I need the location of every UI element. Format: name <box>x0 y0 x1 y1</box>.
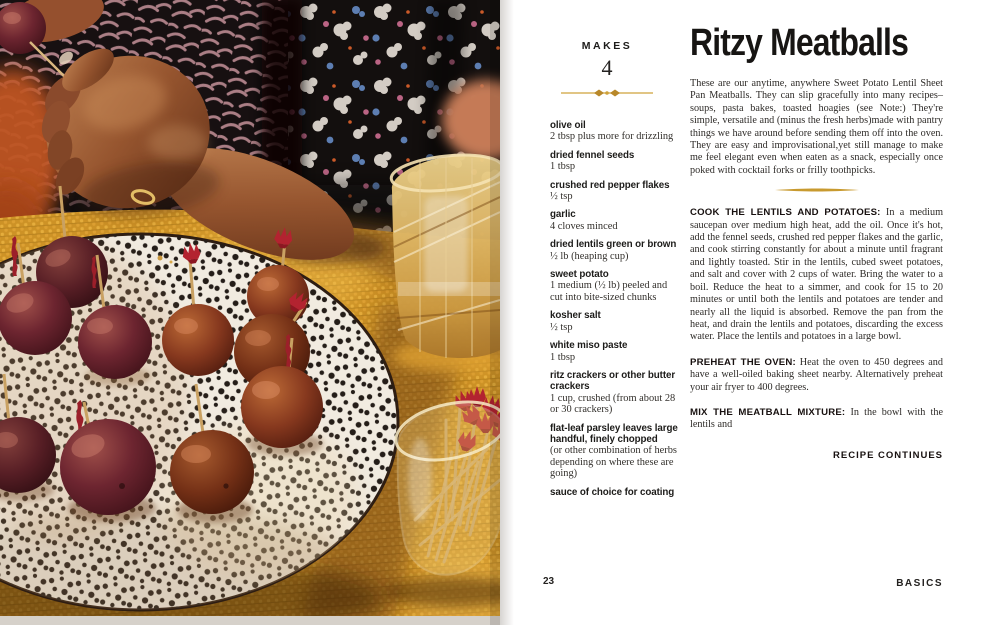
ingredient-item <box>550 269 682 303</box>
ingredient-amount: 4 cloves minced <box>550 220 618 232</box>
ingredient-item <box>550 150 682 173</box>
ingredient-amount: ½ lb (heaping cup) <box>550 250 629 262</box>
ornament-divider <box>561 87 653 99</box>
ingredient-item <box>550 340 682 363</box>
ingredient-amount: ½ tsp <box>550 191 573 203</box>
ingredient-amount: 1 tbsp <box>550 161 576 173</box>
step-heading: MIX THE MEATBALL MIXTURE: <box>690 406 846 418</box>
ingredient-amount: 1 cup, crushed (from about 28 or 30 crackers) <box>550 392 676 416</box>
ingredient-item <box>550 487 682 498</box>
step-heading: COOK THE LENTILS AND POTATOES: <box>690 207 881 219</box>
ingredient-name: olive oil <box>550 120 586 131</box>
ingredient-name: dried fennel seeds <box>550 149 635 161</box>
section-label: BASICS <box>896 578 943 589</box>
ingredient-name: dried lentils green or brown <box>550 239 677 251</box>
ingredient-amount: 2 tbsp plus more for drizzling <box>550 131 674 143</box>
step-paragraph <box>690 357 943 394</box>
makes-label: MAKES <box>581 40 633 52</box>
recipe-continues-label: RECIPE CONTINUES <box>833 449 943 461</box>
recipe-page <box>500 0 1000 625</box>
ingredient-name: crushed red pepper flakes <box>550 179 670 191</box>
recipe-main-column <box>690 24 943 461</box>
ingredient-name: sauce of choice for coating <box>550 486 675 498</box>
ingredient-item <box>550 209 682 232</box>
ingredient-item <box>550 423 682 480</box>
ingredient-amount: 1 tbsp <box>550 351 576 363</box>
recipe-intro: These are our anytime, anywhere Sweet Potato Lentil Sheet Pan Meatballs. They can slip gracefully into many recipes– soups, pasta bakes, toasted hoagies (see Note:) They're simple, versatile and (minus the fresh herbs)made with pantry things we have around before sending them off into the oven. They are easy and improvisational,yet still manage to make me feel elegant even when eaten as a snack, especially once poked with cocktail forks or frilly toothpicks. <box>690 78 943 176</box>
step-paragraph <box>690 407 943 432</box>
ingredient-name: flat-leaf parsley leaves large handful, finely chopped <box>550 422 678 445</box>
ingredient-item <box>550 120 682 143</box>
gutter-shade <box>490 0 500 625</box>
ingredient-name: ritz crackers or other butter crackers <box>550 369 676 393</box>
ingredient-name: white miso paste <box>550 340 628 352</box>
page-number: 23 <box>543 576 555 587</box>
ingredient-item <box>550 239 682 262</box>
makes-block <box>550 40 664 104</box>
ingredient-item <box>550 310 682 333</box>
ingredient-column <box>550 40 682 505</box>
step-paragraph <box>690 207 943 343</box>
page-bottom-edge <box>0 616 500 625</box>
step-text: In a medium saucepan over medium high heat, add the oil. Once it's hot, add the fennel seeds, crushed red pepper flakes and the garlic, and cook stirring constantly for about a minute until fragrant and lightly toasted. Stir in the lentils, cubed sweet potatoes, and salt and cover with 2 cups of water. Bring the water to a boil. Reduce the heat to a simmer, and cook for 15 to 20 minutes or until both the lentils and potatoes are tender and nearly all the liquid is absorbed. Remove the pan from the heat, and drain the lentils and potatoes, discarding the excess water. Place the lentils and potatoes in a large bowl. <box>690 207 943 343</box>
step-text: In the bowl with the lentils and <box>690 406 944 431</box>
ingredient-name: kosher salt <box>550 310 601 322</box>
makes-count: 4 <box>601 55 613 80</box>
ingredient-amount: ½ tsp <box>550 321 573 333</box>
step-text: Heat the oven to 450 degrees and have a well-oiled baking sheet nearby. Alternatively preheat your air fryer to 400 degrees. <box>690 356 943 393</box>
ingredient-name: sweet potato <box>550 269 609 281</box>
step-heading: PREHEAT THE OVEN: <box>690 356 796 368</box>
ornament-divider <box>775 186 859 194</box>
ingredient-item <box>550 180 682 203</box>
ingredient-name: garlic <box>550 209 576 221</box>
ingredient-amount: 1 medium (½ lb) peeled and cut into bite-sized chunks <box>550 280 668 303</box>
recipe-title: Ritzy Meatballs <box>690 22 909 64</box>
ingredient-amount: (or other combination of herbs depending on where these are going) <box>550 445 677 480</box>
ingredient-item <box>550 370 682 416</box>
